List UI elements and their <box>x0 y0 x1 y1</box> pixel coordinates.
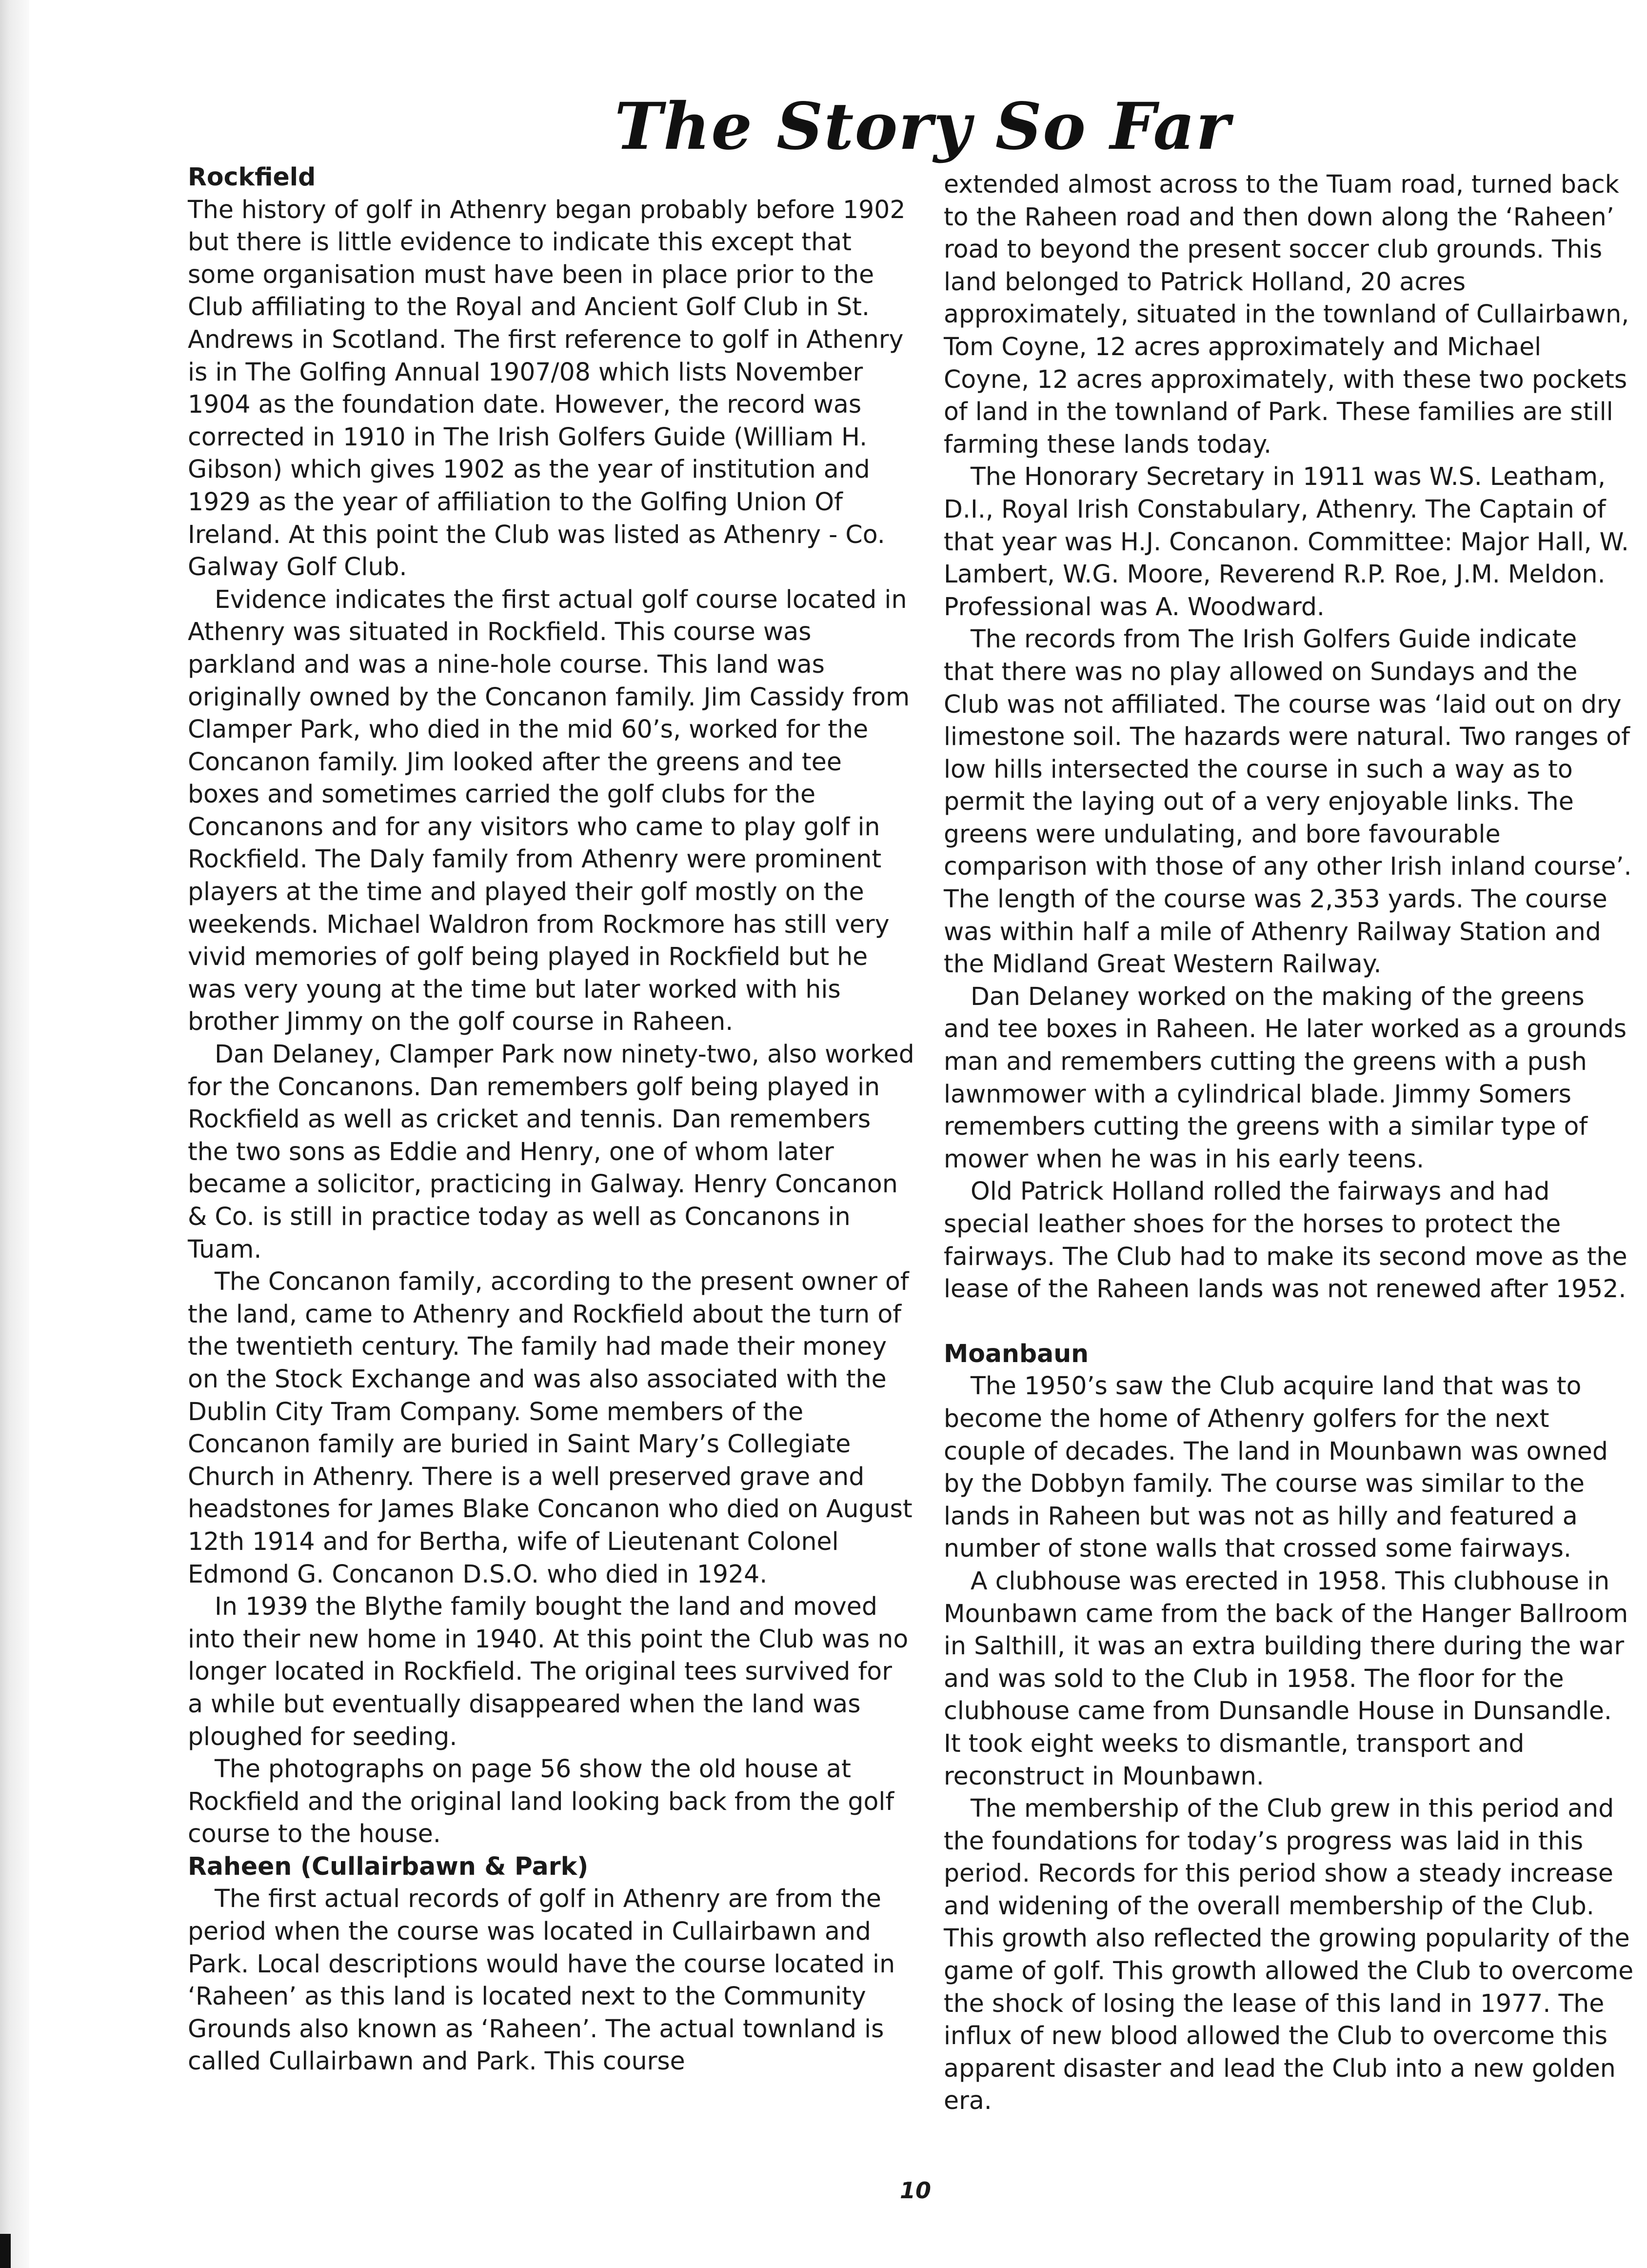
section-heading-raheen: Raheen (Cullairbawn & Park) <box>188 1851 589 1881</box>
paragraph: The membership of the Club grew in this period and the foundations for today’s progress was laid in this period. Records for this period show a steady increase and widening of the overall membership of the Club. This growth also reflected the growing popularity of the game of golf. This growth allowed the Club to overcome the shock of losing the lease of this land in 1977. The influx of new blood allowed the Club to overcome this apparent disaster and lead the Club into a new golden era. <box>944 1794 1634 2115</box>
section-spacer <box>944 1305 1634 1338</box>
paragraph: The 1950’s saw the Club acquire land that was to become the home of Athenry golfers for the next couple of decades. The land in Mounbawn was owned by the Dobbyn family. The course was similar to the lands in Raheen but was not as hilly and featured a number of stone walls that crossed some fairways. <box>944 1371 1608 1563</box>
left-column <box>188 161 914 2078</box>
paragraph: Evidence indicates the first actual golf course located in Athenry was situated in Rockfield. This course was parkland and was a nine-hole course. This land was originally owned by the Concanon family. Jim Cassidy from Clamper Park, who died in the mid 60’s, worked for the Concanon family. Jim looked after the greens and tee boxes and sometimes carried the golf clubs for the Concanons and for any visitors who came to play golf in Rockfield. The Daly family from Athenry were prominent players at the time and played their golf mostly on the weekends. Michael Waldron from Rockmore has still very vivid memories of golf being played in Rockfield but he was very young at the time but later worked with his brother Jimmy on the golf course in Raheen. <box>188 584 910 1036</box>
paragraph: A clubhouse was erected in 1958. This clubhouse in Mounbawn came from the back of the Hanger Ballroom in Salthill, it was an extra building there during the war and was sold to the Club in 1958. The floor for the clubhouse came from Dunsandle House in Dunsandle. It took eight weeks to dismantle, transport and reconstruct in Mounbawn. <box>944 1566 1628 1790</box>
paragraph: The photographs on page 56 show the old house at Rockfield and the original land looking back from the golf course to the house. <box>188 1754 894 1848</box>
section-heading-moanbaun: Moanbaun <box>944 1339 1089 1368</box>
scan-edge <box>0 0 29 2268</box>
section-heading-rockfield: Rockfield <box>188 162 316 191</box>
paragraph: The records from The Irish Golfers Guide indicate that there was no play allowed on Sundays and the Club was not affiliated. The course was ‘laid out on dry limestone soil. The hazards were natural. Two ranges of low hills intersected the course in such a way as to permit the laying out of a very enjoyable links. The greens were undulating, and bore favourable comparison with those of any other Irish inland course’. The length of the course was 2,353 yards. The course was within half a mile of Athenry Railway Station and the Midland Great Western Railway. <box>944 624 1632 979</box>
paragraph: The Honorary Secretary in 1911 was W.S. Leatham, D.I., Royal Irish Constabulary, Athenry. The Captain of that year was H.J. Concanon. Committee: Major Hall, W. Lambert, W.G. Moore, Reverend R.P. Roe, J.M. Meldon. Professional was A. Woodward. <box>944 462 1629 621</box>
paragraph: Old Patrick Holland rolled the fairways and had special leather shoes for the horses to protect the fairways. The Club had to make its second move as the lease of the Raheen lands was not renewed after 1952. <box>944 1177 1627 1304</box>
page-title: The Story So Far <box>615 89 1231 164</box>
right-column <box>944 168 1634 2117</box>
paragraph: The Concanon family, according to the present owner of the land, came to Athenry and Rockfield about the turn of the twentieth century. The family had made their money on the Stock Exchange and was also associated with the Dublin City Tram Company. Some members of the Concanon family are buried in Saint Mary’s Collegiate Church in Athenry. There is a well preserved grave and headstones for James Blake Concanon who died on August 12th 1914 and for Bertha, wife of Lieutenant Colonel Edmond G. Concanon D.S.O. who died in 1924. <box>188 1267 913 1588</box>
paragraph: The first actual records of golf in Athenry are from the period when the course was located in Cullairbawn and Park. Local descriptions would have the course located in ‘Raheen’ as this land is located next to the Community Grounds also known as ‘Raheen’. The actual townland is called Cullairbawn and Park. This course <box>188 1884 895 2076</box>
paragraph: In 1939 the Blythe family bought the land and moved into their new home in 1940. At this point the Club was no longer located in Rockfield. The original tees survived for a while but eventually disappeared when the land was ploughed for seeding. <box>188 1592 909 1751</box>
paragraph: Dan Delaney, Clamper Park now ninety-two, also worked for the Concanons. Dan remembers golf being played in Rockfield as well as cricket and tennis. Dan remembers the two sons as Eddie and Henry, one of whom later became a solicitor, practicing in Galway. Henry Concanon & Co. is still in practice today as well as Concanons in Tuam. <box>188 1040 914 1264</box>
page-number: 10 <box>900 2177 932 2204</box>
scan-corner-mark <box>0 2234 11 2268</box>
paragraph: The history of golf in Athenry began probably before 1902 but there is little evidence to indicate this except that some organisation must have been in place prior to the Club affiliating to the Royal and Ancient Golf Club in St. Andrews in Scotland. The first reference to golf in Athenry is in The Golfing Annual 1907/08 which lists November 1904 as the foundation date. However, the record was corrected in 1910 in The Irish Golfers Guide (William H. Gibson) which gives 1902 as the year of institution and 1929 as the year of affiliation to the Golfing Union Of Ireland. At this point the Club was listed as Athenry - Co. Galway Golf Club. <box>188 195 906 582</box>
paragraph: Dan Delaney worked on the making of the greens and tee boxes in Raheen. He later worked as a grounds man and remembers cutting the greens with a push lawnmower with a cylindrical blade. Jimmy Somers remembers cutting the greens with a similar type of mower when he was in his early teens. <box>944 982 1627 1173</box>
paragraph: extended almost across to the Tuam road, turned back to the Raheen road and then down along the ‘Raheen’ road to beyond the present soccer club grounds. This land belonged to Patrick Holland, 20 acres approximately, situated in the townland of Cullairbawn, Tom Coyne, 12 acres approximately and Michael Coyne, 12 acres approximately, with these two pockets of land in the townland of Park. These families are still farming these lands today. <box>944 170 1629 459</box>
